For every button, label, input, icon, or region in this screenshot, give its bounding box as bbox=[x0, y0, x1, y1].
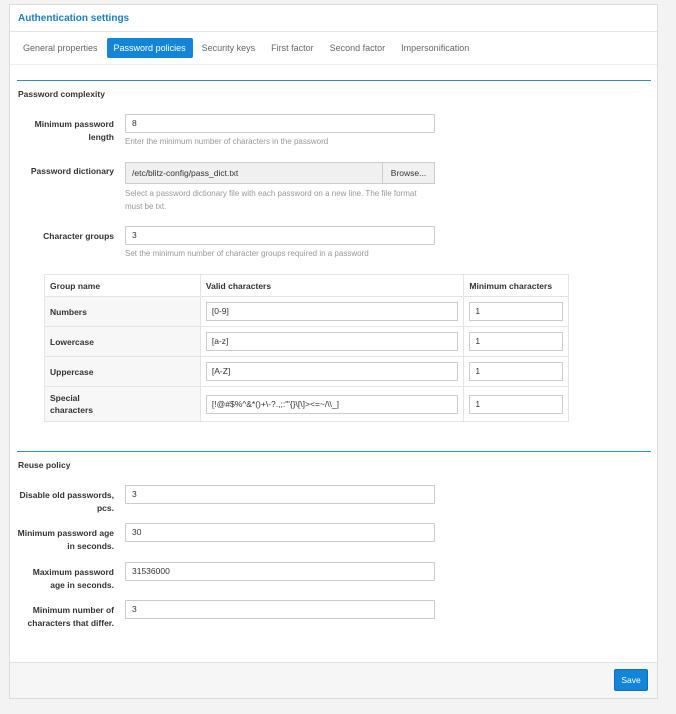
min-characters-input[interactable]: 1 bbox=[469, 302, 563, 321]
save-button[interactable]: Save bbox=[614, 669, 648, 691]
character-groups-table bbox=[44, 274, 569, 422]
dictionary-help: Select a password dictionary file with each password on a new line. The file format must be txt. bbox=[125, 189, 417, 211]
tab-general-properties[interactable]: General properties bbox=[23, 43, 98, 53]
disable-old-label: Disable old passwords, pcs. bbox=[19, 490, 114, 513]
panel-title: Authentication settings bbox=[10, 5, 657, 32]
dictionary-label: Password dictionary bbox=[30, 166, 114, 176]
tab-security-keys[interactable]: Security keys bbox=[201, 43, 256, 53]
browse-button[interactable]: Browse... bbox=[382, 162, 435, 184]
dictionary-path-field[interactable]: /etc/blitz-config/pass_dict.txt bbox=[125, 162, 383, 184]
tab-impersonification[interactable]: Impersonification bbox=[401, 43, 470, 53]
valid-characters-input[interactable]: [a-z] bbox=[206, 332, 459, 351]
table-row bbox=[45, 327, 569, 357]
valid-characters-input[interactable]: [!@#$%^&*()+\-?.,;:"'{}\[\]><=~/\\_] bbox=[206, 395, 459, 414]
table-row bbox=[45, 357, 569, 387]
valid-characters-input[interactable]: [A-Z] bbox=[206, 362, 459, 381]
tabs-divider bbox=[10, 64, 657, 65]
group-name: Lowercase bbox=[45, 327, 201, 357]
tab-second-factor[interactable]: Second factor bbox=[329, 43, 386, 53]
col-group-name: Group name bbox=[45, 275, 201, 297]
char-groups-label: Character groups bbox=[43, 231, 114, 241]
tab-password-policies[interactable]: Password policies bbox=[107, 38, 193, 58]
section-divider bbox=[17, 80, 651, 81]
group-name: Special characters bbox=[45, 387, 201, 422]
min-length-help: Enter the minimum number of characters in the password bbox=[125, 137, 329, 146]
min-characters-input[interactable]: 1 bbox=[469, 362, 563, 381]
auth-settings-panel bbox=[9, 4, 658, 699]
max-age-input[interactable]: 31536000 bbox=[125, 562, 435, 581]
table-row bbox=[45, 297, 569, 327]
col-valid-characters: Valid characters bbox=[200, 275, 464, 297]
min-diff-input[interactable]: 3 bbox=[125, 600, 435, 619]
col-minimum-characters: Minimum characters bbox=[464, 275, 569, 297]
char-groups-help: Set the minimum number of character groups required in a password bbox=[125, 249, 369, 258]
group-name: Uppercase bbox=[45, 357, 201, 387]
min-characters-input[interactable]: 1 bbox=[469, 395, 563, 414]
min-length-input[interactable]: 8 bbox=[125, 114, 435, 133]
panel-footer bbox=[10, 662, 657, 698]
min-diff-label: Minimum number of characters that differ. bbox=[27, 605, 114, 628]
max-age-label: Maximum password age in seconds. bbox=[32, 567, 114, 590]
tab-first-factor[interactable]: First factor bbox=[271, 43, 314, 53]
section-title-complexity: Password complexity bbox=[18, 89, 105, 99]
valid-characters-input[interactable]: [0-9] bbox=[206, 302, 459, 321]
disable-old-input[interactable]: 3 bbox=[125, 485, 435, 504]
section-divider bbox=[17, 451, 651, 452]
min-age-input[interactable]: 30 bbox=[125, 523, 435, 542]
group-name: Numbers bbox=[45, 297, 201, 327]
min-age-label: Minimum password age in seconds. bbox=[17, 528, 114, 551]
min-length-label: Minimum password length bbox=[34, 119, 114, 142]
tab-bar bbox=[16, 38, 478, 58]
table-row bbox=[45, 387, 569, 422]
char-groups-input[interactable]: 3 bbox=[125, 226, 435, 245]
min-characters-input[interactable]: 1 bbox=[469, 332, 563, 351]
section-title-reuse: Reuse policy bbox=[18, 460, 71, 470]
